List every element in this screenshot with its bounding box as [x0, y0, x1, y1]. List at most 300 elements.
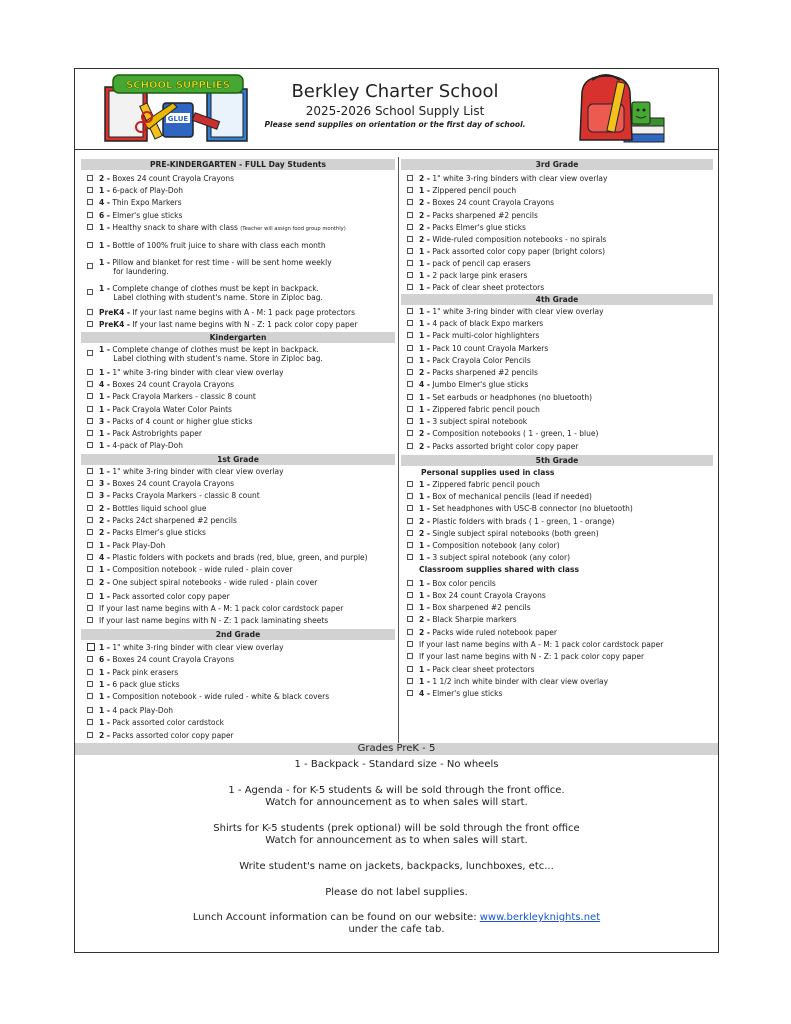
checkbox[interactable] [407, 332, 413, 338]
checkbox[interactable] [407, 678, 413, 684]
checkbox[interactable] [407, 175, 413, 181]
checkbox[interactable] [407, 187, 413, 193]
checkbox[interactable] [87, 480, 93, 486]
checkbox[interactable] [407, 542, 413, 548]
item-quantity: 2 - [419, 517, 430, 526]
item-quantity: 1 - [419, 247, 430, 256]
checkbox[interactable] [407, 394, 413, 400]
item-text [99, 731, 234, 740]
item-description: Pack multi-color highlighters [429, 331, 540, 340]
item-quantity: 1 - [99, 392, 110, 401]
checkbox[interactable] [407, 666, 413, 672]
checkbox[interactable] [87, 430, 93, 436]
checkbox[interactable] [87, 617, 93, 623]
shirts-note-2: Watch for announcement as to when sales will start. [265, 835, 528, 846]
item-description: Zippered fabric pencil pouch [429, 480, 540, 489]
subsection-title: Personal supplies used in class [421, 468, 555, 477]
item-text [99, 467, 284, 476]
header [75, 69, 718, 150]
item-quantity: 1 - [99, 643, 110, 652]
checkbox[interactable] [407, 418, 413, 424]
item-description: Composition notebooks ( 1 - green, 1 - blue) [429, 429, 599, 438]
item-description: Packs sharpened #2 pencils [429, 211, 538, 220]
item-text [419, 319, 543, 328]
item-quantity: 4 - [99, 380, 110, 389]
item-description: Elmer's glue sticks [429, 689, 503, 698]
item-text [419, 492, 592, 501]
lunch-note-text: Lunch Account information can be found on our website: [192, 912, 480, 923]
item-quantity: 6 - [99, 655, 110, 664]
item-description: Boxes 24 count Crayola Crayons [109, 479, 235, 488]
item-text [419, 689, 502, 698]
item-text [419, 235, 606, 244]
checkbox[interactable] [87, 517, 93, 523]
item-text [99, 706, 173, 715]
item-text [419, 307, 604, 316]
item-text [99, 616, 328, 625]
supply-lists [79, 159, 714, 744]
item-quantity: 1 - [419, 344, 430, 353]
checkbox[interactable] [87, 593, 93, 599]
item-quantity: 1 - [99, 541, 110, 550]
item-quantity: 1 - [419, 665, 430, 674]
item-text [99, 565, 292, 574]
item-quantity: 1 - [419, 553, 430, 562]
backpack-note: 1 - Backpack - Standard size - No wheels [294, 759, 499, 770]
item-description: 4 pack Play-Doh [109, 706, 174, 715]
item-text [419, 198, 554, 207]
item-quantity: 2 - [99, 174, 110, 183]
item-quantity: PreK4 - [99, 308, 131, 317]
checkbox[interactable] [87, 187, 93, 193]
item-quantity: 1 - [99, 706, 110, 715]
item-text [99, 417, 253, 426]
item-quantity: 2 - [419, 628, 430, 637]
item-text [419, 368, 538, 377]
item-text [99, 441, 183, 450]
checkbox[interactable] [407, 653, 413, 659]
item-text [99, 592, 230, 601]
item-description: Packs Elmer's glue sticks [109, 528, 206, 537]
checkbox[interactable] [87, 681, 93, 687]
checkbox[interactable] [407, 443, 413, 449]
checkbox[interactable] [87, 529, 93, 535]
checkbox[interactable] [407, 260, 413, 266]
checkbox[interactable] [87, 643, 95, 651]
item-text [99, 198, 182, 207]
item-text [419, 677, 608, 686]
item-description: Packs 24ct sharpened #2 pencils [109, 516, 237, 525]
item-quantity: 2 - [419, 211, 430, 220]
item-description: Bottle of 100% fruit juice to share with class each month [109, 241, 326, 250]
grades-banner: Grades PreK - 5 [75, 743, 718, 755]
checkbox[interactable] [407, 518, 413, 524]
checkbox[interactable] [87, 505, 93, 511]
subsection-title: Classroom supplies shared with class [419, 565, 579, 574]
lunch-note-2: under the cafe tab. [348, 924, 445, 935]
item-quantity: 4 - [99, 553, 110, 562]
item-text [419, 393, 592, 402]
item-quantity: 1 - [419, 307, 430, 316]
item-text [99, 643, 284, 652]
item-text [99, 405, 232, 414]
checkbox[interactable] [87, 566, 93, 572]
item-description: Boxes 24 count Crayola Crayons [109, 174, 235, 183]
checkbox[interactable] [87, 492, 93, 498]
checkbox[interactable] [407, 224, 413, 230]
checkbox[interactable] [87, 224, 93, 230]
item-text [99, 429, 202, 438]
checkbox[interactable] [407, 430, 413, 436]
checkbox[interactable] [87, 369, 93, 375]
item-text [419, 652, 644, 661]
item-text [419, 211, 538, 220]
checkbox[interactable] [87, 693, 93, 699]
item-text [419, 186, 516, 195]
checkbox[interactable] [407, 616, 413, 622]
item-description: Packs assorted color copy paper [109, 731, 234, 740]
item-text [419, 579, 496, 588]
checkbox[interactable] [87, 707, 93, 713]
checkbox[interactable] [407, 248, 413, 254]
item-text [419, 628, 557, 637]
item-quantity: 1 - [419, 271, 430, 280]
checkbox[interactable] [87, 442, 93, 448]
list-title: 2025-2026 School Supply List [305, 104, 485, 118]
item-quantity: 1 - [99, 368, 110, 377]
item-description: Box color pencils [429, 579, 496, 588]
item-quantity: 1 - [419, 356, 430, 365]
checkbox[interactable] [87, 242, 93, 248]
item-text [419, 356, 531, 365]
checkbox[interactable] [87, 554, 93, 560]
item-quantity: 2 - [419, 529, 430, 538]
item-description: 6-pack of Play-Doh [109, 186, 183, 195]
supply-list-document [74, 68, 719, 953]
item-text [419, 541, 560, 550]
svg-text:SCHOOL SUPPLIES: SCHOOL SUPPLIES [126, 80, 230, 91]
item-quantity: 1 - [419, 677, 430, 686]
checkbox[interactable] [407, 493, 413, 499]
checkbox[interactable] [407, 604, 413, 610]
item-description: 4 pack of black Expo markers [429, 319, 544, 328]
item-quantity: 1 - [99, 429, 110, 438]
section-header: 3rd Grade [401, 159, 713, 170]
item-quantity: 2 - [419, 615, 430, 624]
backpack-icon [574, 72, 666, 146]
item-description: Packs Crayola Markers - classic 8 count [109, 491, 260, 500]
item-description: If your last name begins with N - Z: 1 pack laminating sheets [99, 616, 329, 625]
item-quantity: 2 - [419, 368, 430, 377]
item-text [99, 541, 165, 550]
website-link[interactable]: www.berkleyknights.net [479, 912, 601, 923]
item-description: Pack Play-Doh [109, 541, 166, 550]
item-description: If your last name begins with N - Z: 1 pack color copy paper [130, 320, 358, 329]
item-quantity: 1 - [99, 592, 110, 601]
item-description: Pack pink erasers [109, 668, 179, 677]
item-description: Packs of 4 count or higher glue sticks [109, 417, 253, 426]
column-divider [398, 157, 399, 744]
item-text [99, 186, 183, 195]
checkbox[interactable] [87, 732, 93, 738]
checkbox[interactable] [407, 369, 413, 375]
item-description: Set earbuds or headphones (no bluetooth) [429, 393, 593, 402]
item-text [419, 331, 539, 340]
school-name: Berkley Charter School [291, 81, 499, 102]
item-description: 1" white 3-ring binder with clear view overlay [109, 368, 284, 377]
agenda-note-2: Watch for announcement as to when sales will start. [265, 797, 528, 808]
item-text [99, 392, 256, 401]
section-header: 5th Grade [401, 455, 713, 466]
item-quantity: 1 - [99, 467, 110, 476]
item-quantity: PreK4 - [99, 320, 131, 329]
checkbox[interactable] [407, 272, 413, 278]
section-header: 1st Grade [81, 454, 395, 465]
item-quantity: 1 - [99, 284, 110, 293]
checkbox[interactable] [407, 641, 413, 647]
checkbox[interactable] [407, 554, 413, 560]
item-quantity: 1 - [419, 417, 430, 426]
item-text [419, 223, 526, 232]
item-text [99, 692, 329, 701]
left-column [81, 159, 395, 744]
item-quantity: 6 - [99, 211, 110, 220]
checkbox[interactable] [87, 321, 93, 327]
item-quantity: 1 - [419, 283, 430, 292]
checkbox[interactable] [407, 320, 413, 326]
checkbox[interactable] [407, 345, 413, 351]
lunch-note [75, 912, 718, 924]
item-text [99, 368, 284, 377]
checkbox[interactable] [407, 629, 413, 635]
item-text [419, 247, 605, 256]
checkbox[interactable] [87, 579, 93, 585]
item-quantity: 1 - [99, 680, 110, 689]
item-quantity: 1 - [99, 186, 110, 195]
item-description: Packs Elmer's glue sticks [429, 223, 526, 232]
names-note: Write student's name on jackets, backpacks, lunchboxes, etc... [239, 861, 554, 872]
item-description: Boxes 24 count Crayola Crayons [429, 198, 555, 207]
item-quantity: 1 - [99, 668, 110, 677]
item-description: Box sharpened #2 pencils [429, 603, 531, 612]
item-description: Pack clear sheet protectors [429, 665, 535, 674]
item-quantity: 1 - [99, 223, 110, 232]
checkbox[interactable] [407, 381, 413, 387]
item-text [99, 241, 326, 250]
list-note: Please send supplies on orientation or the first day of school. [264, 120, 526, 129]
item-description: Thin Expo Markers [109, 198, 182, 207]
checkbox[interactable] [87, 418, 93, 424]
item-description: Pack Astrobrights paper [109, 429, 202, 438]
item-description: If your last name begins with N - Z: 1 pack color copy paper [419, 652, 645, 661]
item-quantity: 2 - [99, 504, 110, 513]
item-quantity: 1 - [419, 331, 430, 340]
item-text [99, 655, 234, 664]
item-description: Pack assorted color copy paper [109, 592, 230, 601]
item-description: pack of pencil cap erasers [429, 259, 531, 268]
checkbox[interactable] [407, 530, 413, 536]
item-description: Plastic folders with pockets and brads (red, blue, green, and purple) [109, 553, 368, 562]
item-text [419, 665, 535, 674]
checkbox[interactable] [87, 719, 93, 725]
item-description: Pack of clear sheet protectors [429, 283, 545, 292]
checkbox[interactable] [407, 284, 413, 290]
item-quantity: 4 - [419, 380, 430, 389]
item-description: Plastic folders with brads ( 1 - green, 1 - orange) [429, 517, 615, 526]
item-description: 1 1/2 inch white binder with clear view overlay [429, 677, 609, 686]
item-description: 1" white 3-ring binder with clear view overlay [109, 643, 284, 652]
item-text [419, 591, 546, 600]
checkbox[interactable] [407, 406, 413, 412]
item-description: 3 subject spiral notebook [429, 417, 528, 426]
item-description: Complete change of clothes must be kept in backpack. [109, 284, 319, 293]
item-description: Box of mechanical pencils (lead if needed) [429, 492, 592, 501]
item-description: Black Sharpie markers [429, 615, 517, 624]
item-quantity: 1 - [419, 405, 430, 414]
item-text [99, 604, 343, 613]
item-quantity: 1 - [419, 492, 430, 501]
checkbox[interactable] [87, 289, 93, 295]
item-description: If your last name begins with A - M: 1 pack page protectors [130, 308, 355, 317]
checkbox[interactable] [87, 381, 93, 387]
item-text [99, 479, 234, 488]
item-text [419, 480, 540, 489]
item-quantity: 2 - [419, 442, 430, 451]
item-quantity: 1 - [419, 591, 430, 600]
item-description: Box 24 count Crayola Crayons [429, 591, 546, 600]
item-text [99, 211, 182, 220]
item-description: Complete change of clothes must be kept in backpack. [109, 345, 319, 354]
item-description: Pack assorted color cardstock [109, 718, 224, 727]
item-description: Single subject spiral notebooks (both green) [429, 529, 599, 538]
item-text [99, 308, 355, 317]
item-text [419, 283, 544, 292]
item-quantity: 2 - [419, 174, 430, 183]
no-label-note: Please do not label supplies. [325, 887, 468, 898]
school-supplies-logo-icon [103, 73, 253, 145]
item-text [419, 259, 531, 268]
item-description: Elmer's glue sticks [109, 211, 183, 220]
checkbox[interactable] [87, 542, 93, 548]
item-description-continued: Label clothing with student's name. Store in Ziploc bag. [99, 292, 323, 302]
checkbox[interactable] [407, 212, 413, 218]
item-description: Set headphones with USC-B connector (no bluetooth) [429, 504, 633, 513]
item-description: 4-pack of Play-Doh [109, 441, 183, 450]
item-quantity: 1 - [99, 258, 110, 267]
item-quantity: 2 - [419, 429, 430, 438]
checkbox[interactable] [407, 592, 413, 598]
item-quantity: 1 - [419, 541, 430, 550]
item-text [99, 285, 323, 302]
item-text [99, 174, 234, 183]
checkbox[interactable] [407, 236, 413, 242]
item-quantity: 3 - [99, 491, 110, 500]
item-description: Packs sharpened #2 pencils [429, 368, 538, 377]
item-description: Healthy snack to share with class [109, 223, 241, 232]
item-quantity: 1 - [419, 579, 430, 588]
item-description: 1" white 3-ring binder with clear view overlay [429, 307, 604, 316]
item-description: Pack Crayola Markers - classic 8 count [109, 392, 256, 401]
item-text [419, 504, 633, 513]
item-description: Bottles liquid school glue [109, 504, 207, 513]
checkbox[interactable] [407, 308, 413, 314]
checkbox[interactable] [87, 669, 93, 675]
checkbox[interactable] [407, 357, 413, 363]
item-text [99, 553, 368, 562]
checkbox[interactable] [87, 175, 93, 181]
item-quantity: 3 - [99, 479, 110, 488]
item-description: If your last name begins with A - M: 1 pack color cardstock paper [419, 640, 664, 649]
item-text [419, 405, 540, 414]
item-text [99, 380, 234, 389]
item-description: Zippered fabric pencil pouch [429, 405, 540, 414]
checkbox[interactable] [87, 350, 93, 356]
item-text [419, 417, 527, 426]
item-text [419, 615, 517, 624]
item-quantity: 1 - [419, 393, 430, 402]
item-description: Composition notebook - wide ruled - plain cover [109, 565, 293, 574]
checkbox[interactable] [407, 505, 413, 511]
item-quantity: 1 - [419, 259, 430, 268]
item-quantity: 2 - [419, 223, 430, 232]
item-quantity: 1 - [99, 441, 110, 450]
checkbox[interactable] [87, 309, 93, 315]
svg-text:GLUE: GLUE [167, 115, 189, 123]
item-text [419, 380, 528, 389]
item-text [419, 603, 531, 612]
checkbox[interactable] [87, 656, 93, 662]
item-text [419, 174, 607, 183]
item-description: 1" white 3-ring binders with clear view overlay [429, 174, 608, 183]
item-text [99, 528, 206, 537]
item-text [419, 442, 578, 451]
right-column [401, 159, 713, 744]
item-quantity: 1 - [419, 186, 430, 195]
checkbox[interactable] [87, 263, 93, 269]
checkbox[interactable] [87, 393, 93, 399]
item-text [419, 344, 548, 353]
checkbox[interactable] [407, 580, 413, 586]
item-description-continued: for laundering. [99, 266, 169, 276]
item-quantity: 2 - [99, 528, 110, 537]
checkbox[interactable] [407, 690, 413, 696]
item-description: Pack assorted color copy paper (bright colors) [429, 247, 606, 256]
checkbox[interactable] [87, 406, 93, 412]
checkbox[interactable] [87, 199, 93, 205]
agenda-note: 1 - Agenda - for K-5 students & will be sold through the front office. [228, 785, 565, 796]
item-text [419, 271, 527, 280]
item-quantity: 1 - [99, 565, 110, 574]
checkbox[interactable] [87, 468, 93, 474]
item-text [419, 529, 599, 538]
item-description: Packs assorted bright color copy paper [429, 442, 579, 451]
item-description: Zippered pencil pouch [429, 186, 517, 195]
item-text [99, 516, 237, 525]
item-quantity: 1 - [419, 603, 430, 612]
item-quantity: 2 - [419, 235, 430, 244]
checkbox[interactable] [87, 212, 93, 218]
checkbox[interactable] [407, 481, 413, 487]
item-quantity: 1 - [419, 480, 430, 489]
item-description: 2 pack large pink erasers [429, 271, 528, 280]
item-description-continued: Label clothing with student's name. Store in Ziploc bag. [99, 353, 323, 363]
checkbox[interactable] [87, 605, 93, 611]
item-description: 1" white 3-ring binder with clear view overlay [109, 467, 284, 476]
item-quantity: 1 - [99, 345, 110, 354]
item-quantity: 2 - [99, 516, 110, 525]
item-text [99, 680, 180, 689]
checkbox[interactable] [407, 199, 413, 205]
